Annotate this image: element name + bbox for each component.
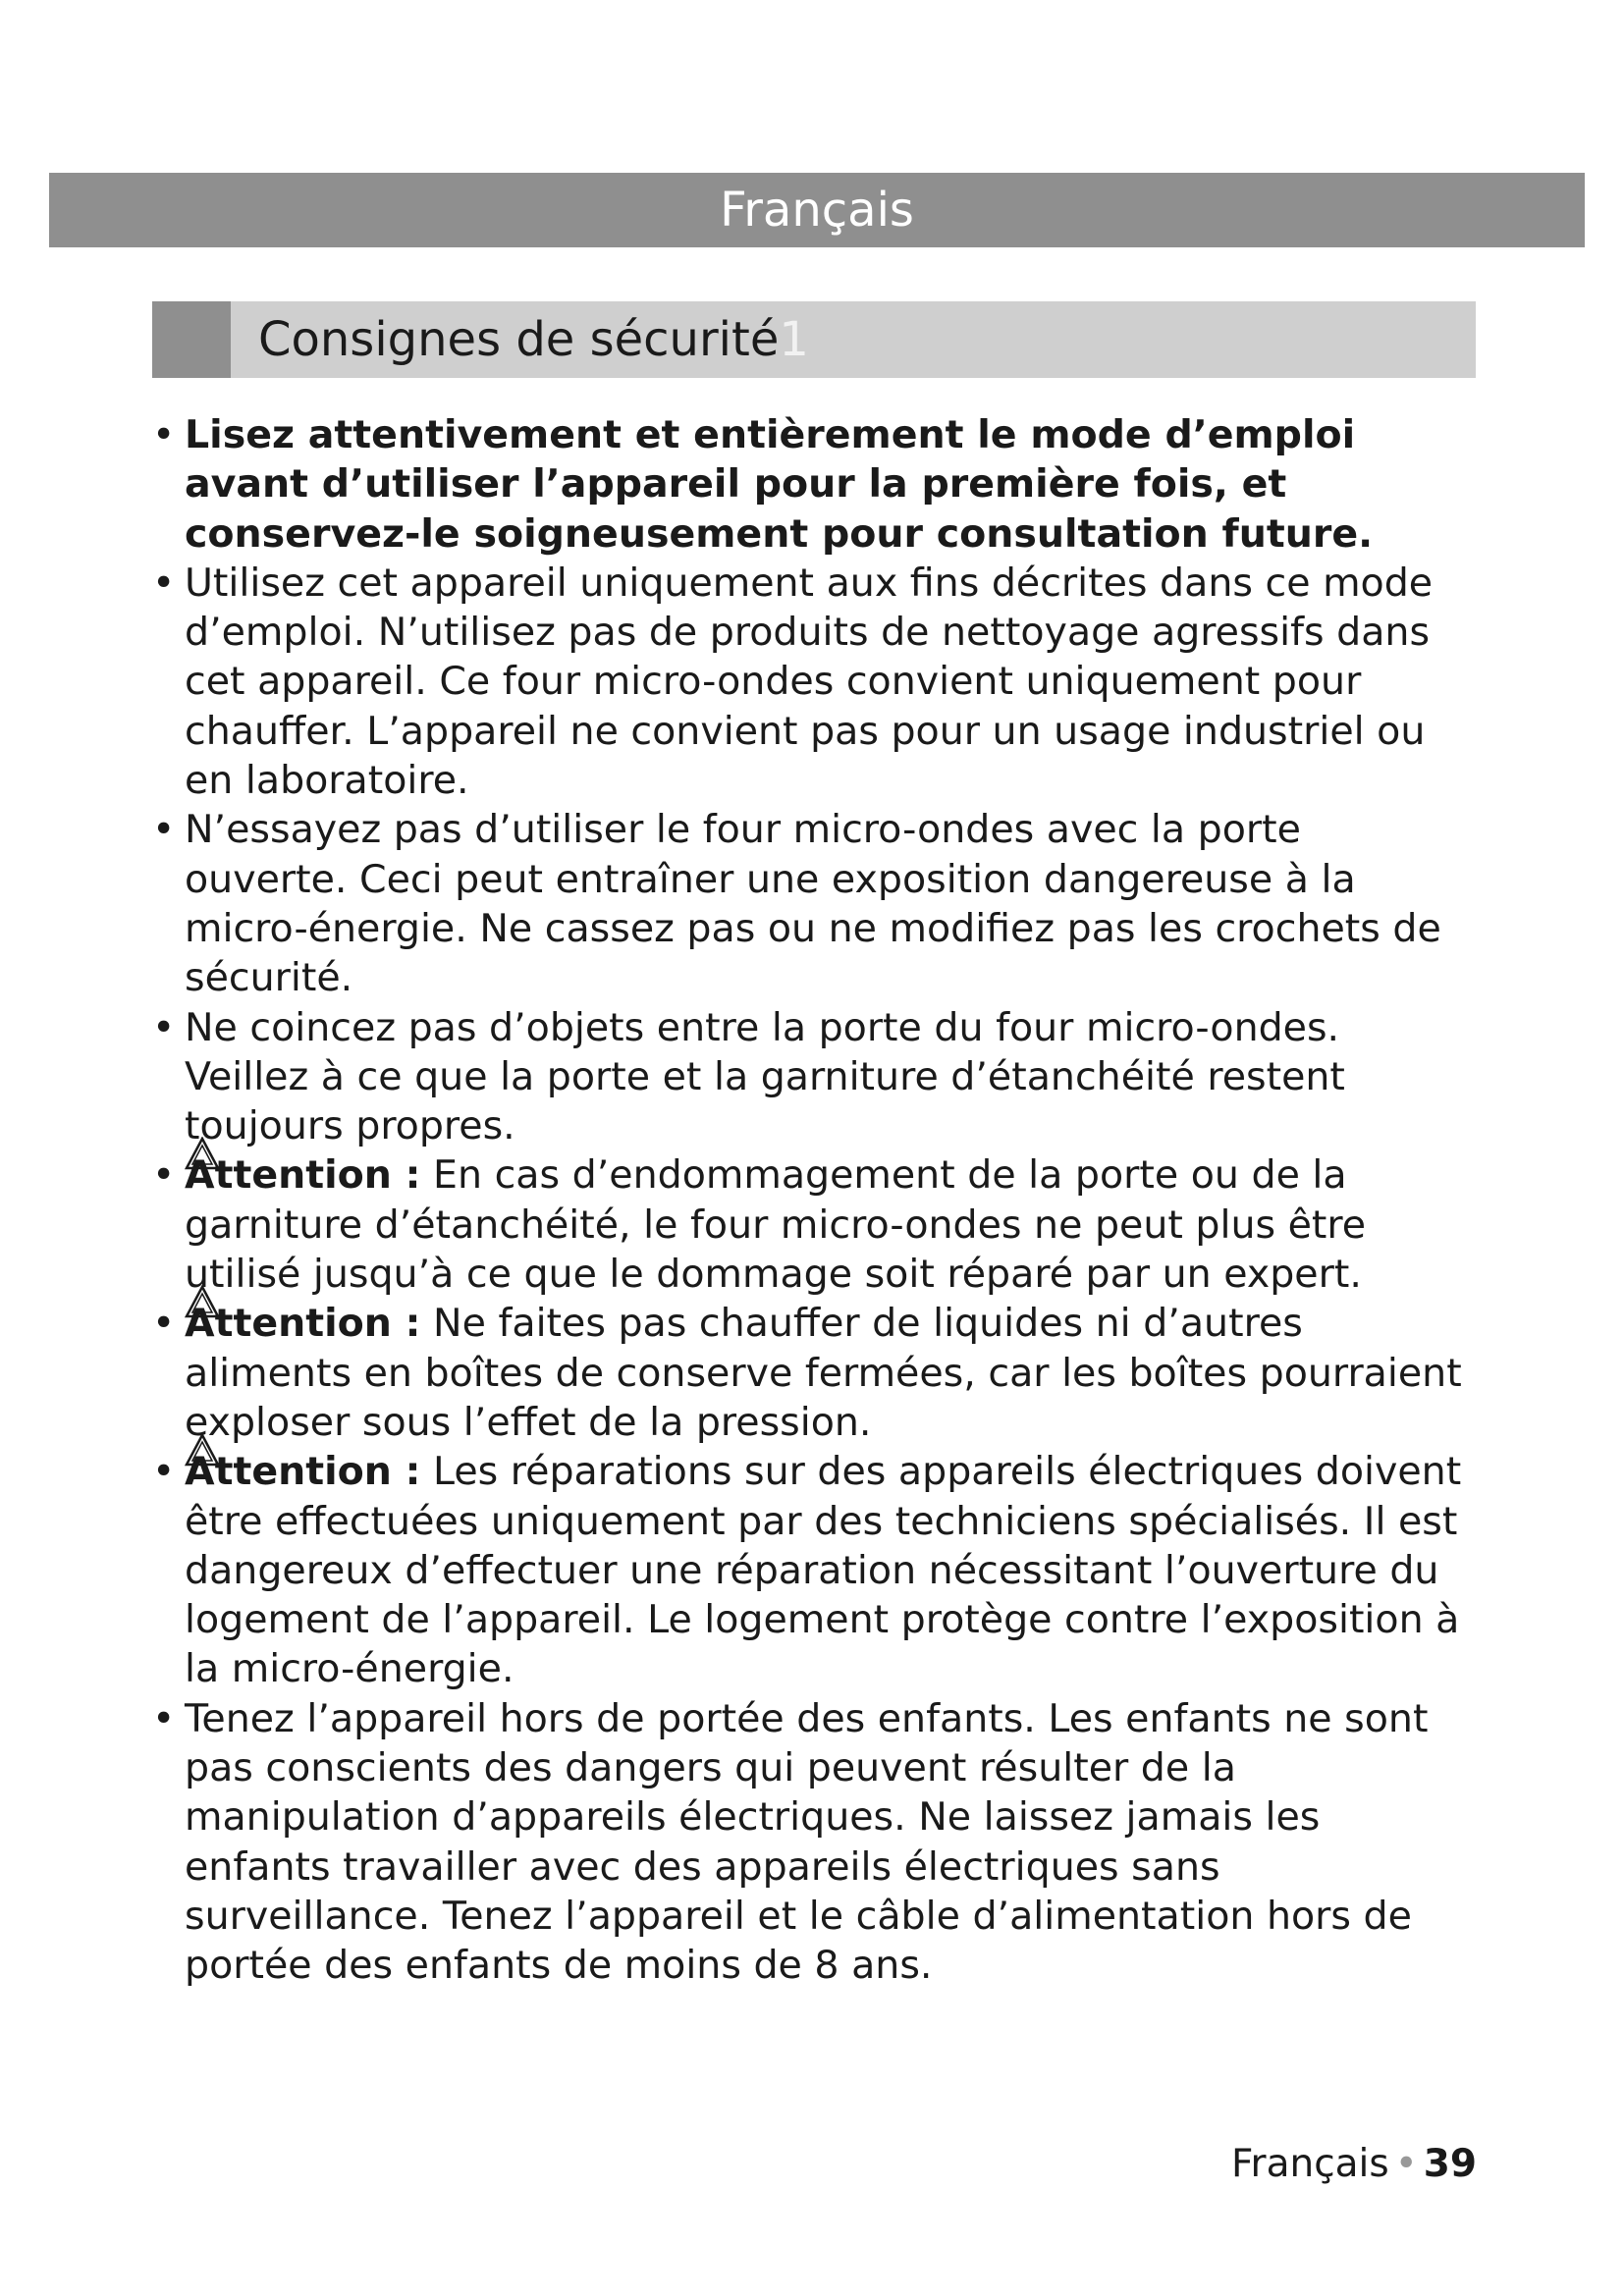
bullet-icon: • <box>152 807 176 853</box>
list-item-warning <box>152 1150 1468 1299</box>
warning-triangle-icon <box>185 1285 220 1318</box>
warning-label <box>185 1301 420 1346</box>
bullet-icon: • <box>152 1449 176 1495</box>
page-footer <box>1231 2140 1477 2189</box>
section-title <box>258 301 809 378</box>
item-text: N’essayez pas d’utiliser le four micro-ondes avec la porte ouverte. Ceci peut entraîner une exposition dangereuse à la micro-énergie. Ne cassez pas ou ne modifiez pas les crochets de sécurité. <box>185 807 1441 1001</box>
section-title-text: Consignes de sécurité <box>258 312 780 367</box>
footer-separator-dot: • <box>1394 2142 1418 2186</box>
section-heading <box>152 301 1476 378</box>
warning-triangle-icon <box>185 1137 220 1170</box>
item-text: Ne faites pas chauffer de liquides ni d’autres aliments en boîtes de conserve fermées, car les boîtes pourraient exploser sous l’effet de la pression. <box>185 1301 1462 1445</box>
item-text: Tenez l’appareil hors de portée des enfants. Les enfants ne sont pas conscients des dangers qui peuvent résulter de la manipulation d’appareils électriques. Ne laissez jamais les enfants travailler avec des appareils électriques sans surveillance. Tenez l’appareil et le câble d’alimentation hors de portée des enfants de moins de 8 ans. <box>185 1695 1429 1989</box>
safety-instructions-list <box>152 410 1468 1991</box>
warning-label-text: Attention : <box>185 1449 421 1495</box>
language-banner <box>49 173 1585 247</box>
item-text: En cas d’endommagement de la porte ou de la garniture d’étanchéité, le four micro-ondes ne peut plus être utilisé jusqu’à ce que le dommage soit réparé par un expert. <box>185 1152 1367 1298</box>
item-text: Ne coincez pas d’objets entre la porte du four micro-ondes. Veillez à ce que la porte et la garniture d’étanchéité restent toujours propres. <box>185 1004 1345 1149</box>
section-marker <box>152 301 231 378</box>
item-text: Utilisez cet appareil uniquement aux fins décrites dans ce mode d’emploi. N’utilisez pas de produits de nettoyage agressifs dans cet appareil. Ce four micro-ondes convient uniquement pour chauffer. L’appareil ne convient pas pour un usage industriel ou en laboratoire. <box>185 560 1434 804</box>
bullet-icon: • <box>152 1695 176 1741</box>
intro-text: Lisez attentivement et entièrement le mode d’emploi avant d’utiliser l’appareil pour la première fois, et conservez-le soigneusement pour consultation future. <box>185 412 1374 557</box>
bullet-icon: • <box>152 560 176 606</box>
bullet-icon: • <box>152 412 176 457</box>
warning-label <box>185 1449 420 1494</box>
warning-label <box>185 1152 420 1198</box>
warning-label-text: Attention : <box>185 1152 421 1199</box>
list-item <box>152 805 1468 1002</box>
list-item-warning <box>152 1447 1468 1693</box>
warning-label-text: Attention : <box>185 1301 421 1347</box>
list-item <box>152 1003 1468 1151</box>
page-number: 39 <box>1423 2142 1477 2186</box>
item-text: Les réparations sur des appareils électriques doivent être effectuées uniquement par des techniciens spécialisés. Il est dangereux d’effectuer une réparation nécessitant l’ouverture du logement de l’appareil. Le logement protège contre l’exposition à la micro-énergie. <box>185 1449 1462 1692</box>
warning-triangle-icon <box>185 1433 220 1467</box>
list-item-warning <box>152 1299 1468 1447</box>
list-item <box>152 559 1468 805</box>
list-item-intro <box>152 410 1468 559</box>
footer-language: Français <box>1230 2142 1389 2186</box>
bullet-icon: • <box>152 1004 176 1050</box>
list-item <box>152 1694 1468 1991</box>
language-banner-label: Français <box>720 183 914 238</box>
bullet-icon: • <box>152 1301 176 1347</box>
section-number: 1 <box>779 312 809 367</box>
bullet-icon: • <box>152 1152 176 1199</box>
